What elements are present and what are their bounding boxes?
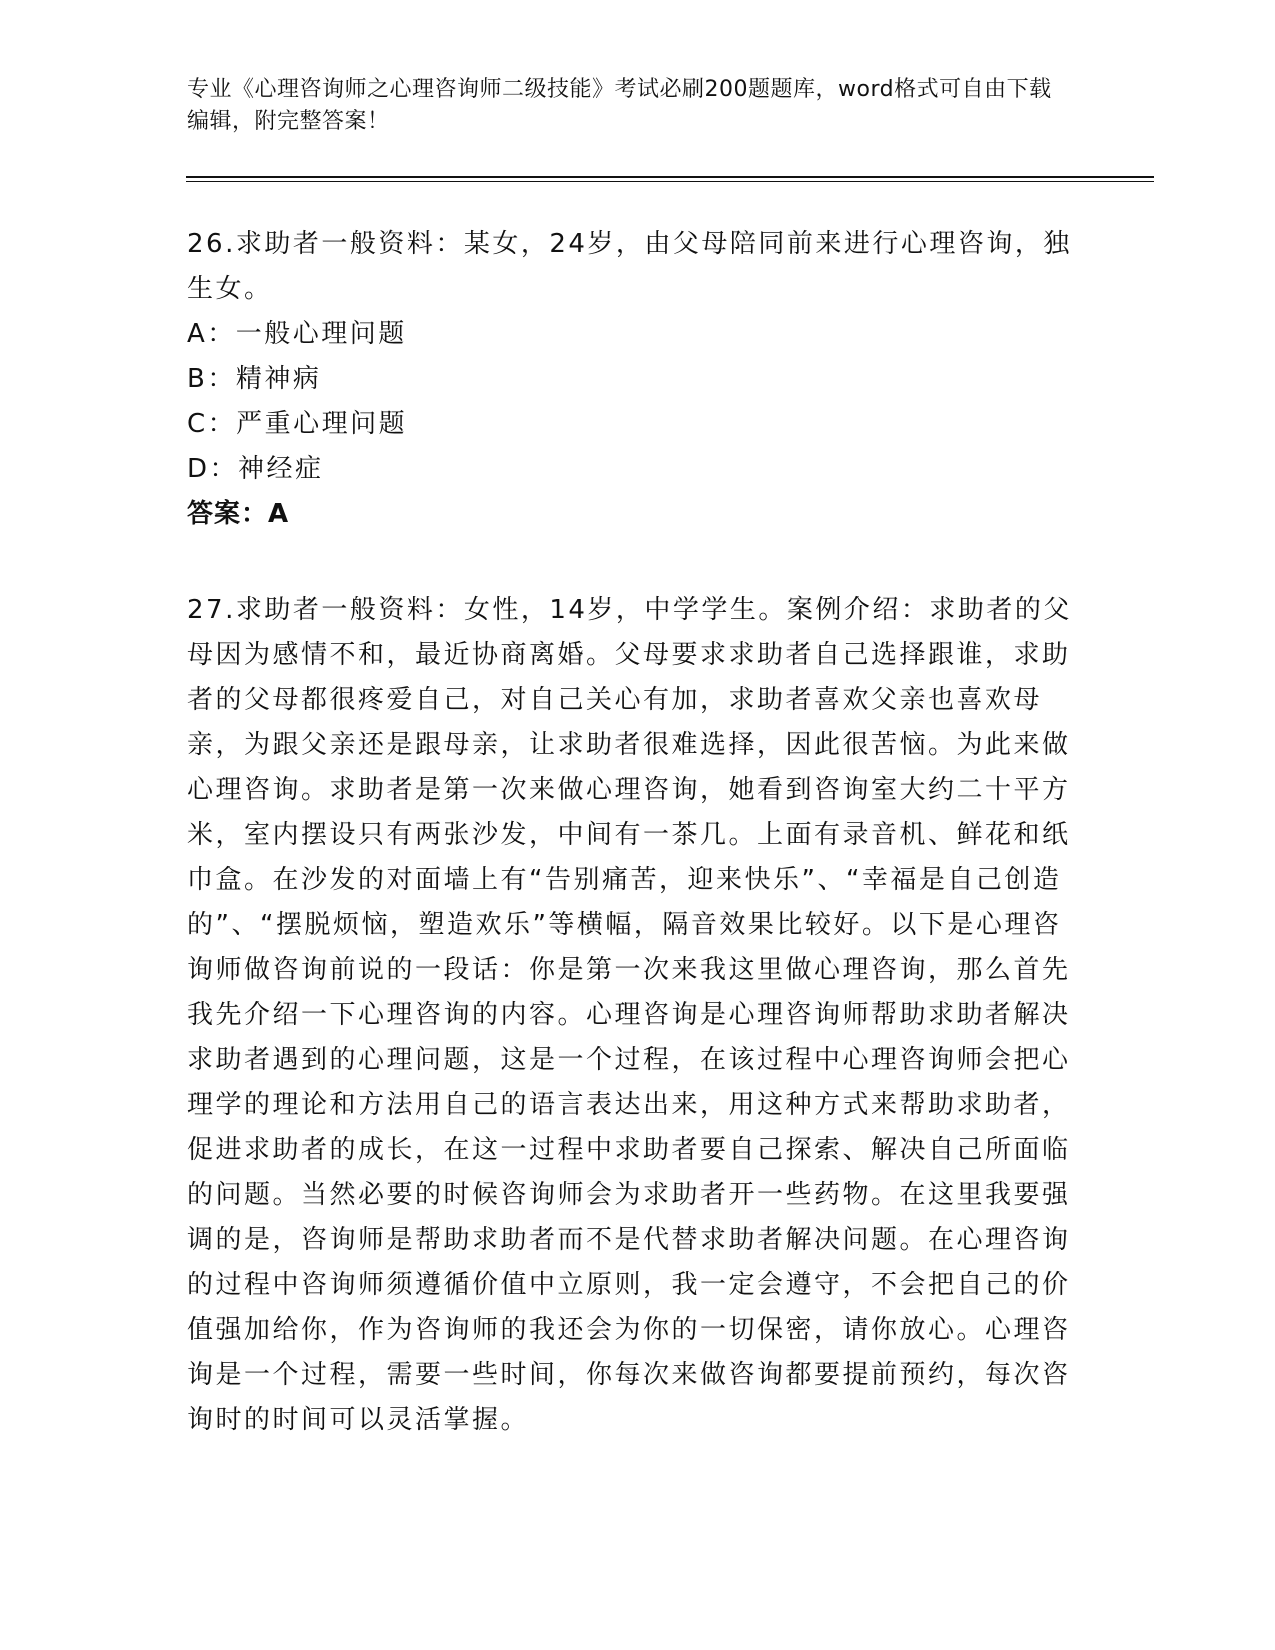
header-divider-thick	[186, 176, 1154, 178]
option-label: D：	[187, 454, 239, 484]
option-text: 神经症	[238, 454, 324, 484]
option-label: B：	[187, 364, 236, 394]
option-c	[187, 402, 1077, 447]
question-26	[187, 222, 1077, 537]
option-a	[187, 312, 1077, 357]
question-stem: 26.求助者一般资料：某女，24岁，由父母陪同前来进行心理咨询，独生女。	[187, 229, 1072, 304]
question-stem: 27.求助者一般资料：女性，14岁，中学学生。案例介绍：求助者的父母因为感情不和，最近协商离婚。父母要求求助者自己选择跟谁，求助者的父母都很疼爱自己，对自己关心有加，求助者喜欢父亲也喜欢母亲，为跟父亲还是跟母亲，让求助者很难选择，因此很苦恼。为此来做心理咨询。求助者是第一次来做心理咨询，她看到咨询室大约二十平方米，室内摆设只有两张沙发，中间有一茶几。上面有录音机、鲜花和纸巾盒。在沙发的对面墙上有“告别痛苦，迎来快乐”、“幸福是自己创造的”、“摆脱烦恼，塑造欢乐”等横幅，隔音效果比较好。以下是心理咨询师做咨询前说的一段话：你是第一次来我这里做心理咨询，那么首先我先介绍一下心理咨询的内容。心理咨询是心理咨询师帮助求助者解决求助者遇到的心理问题，这是一个过程，在该过程中心理咨询师会把心理学的理论和方法用自己的语言表达出来，用这种方式来帮助求助者，促进求助者的成长，在这一过程中求助者要自己探索、解决自己所面临的问题。当然必要的时候咨询师会为求助者开一些药物。在这里我要强调的是，咨询师是帮助求助者而不是代替求助者解决问题。在心理咨询的过程中咨询师须遵循价值中立原则，我一定会遵守，不会把自己的价值强加给你，作为咨询师的我还会为你的一切保密，请你放心。心理咨询是一个过程，需要一些时间，你每次来做咨询都要提前预约，每次咨询时的时间可以灵活掌握。	[187, 595, 1072, 1435]
option-text: 一般心理问题	[235, 319, 407, 349]
option-text: 精神病	[235, 364, 322, 394]
option-b	[187, 357, 1077, 402]
option-d	[187, 447, 1077, 492]
question-27	[187, 588, 1077, 1443]
option-label: C：	[187, 409, 237, 439]
answer-text: 答案：A	[187, 499, 290, 529]
header-divider-thin	[186, 181, 1154, 182]
option-label: A：	[187, 319, 236, 349]
option-text: 严重心理问题	[236, 409, 408, 439]
document-header: 专业《心理咨询师之心理咨询师二级技能》考试必刷200题题库，word格式可自由下载编辑，附完整答案！	[187, 77, 1052, 134]
